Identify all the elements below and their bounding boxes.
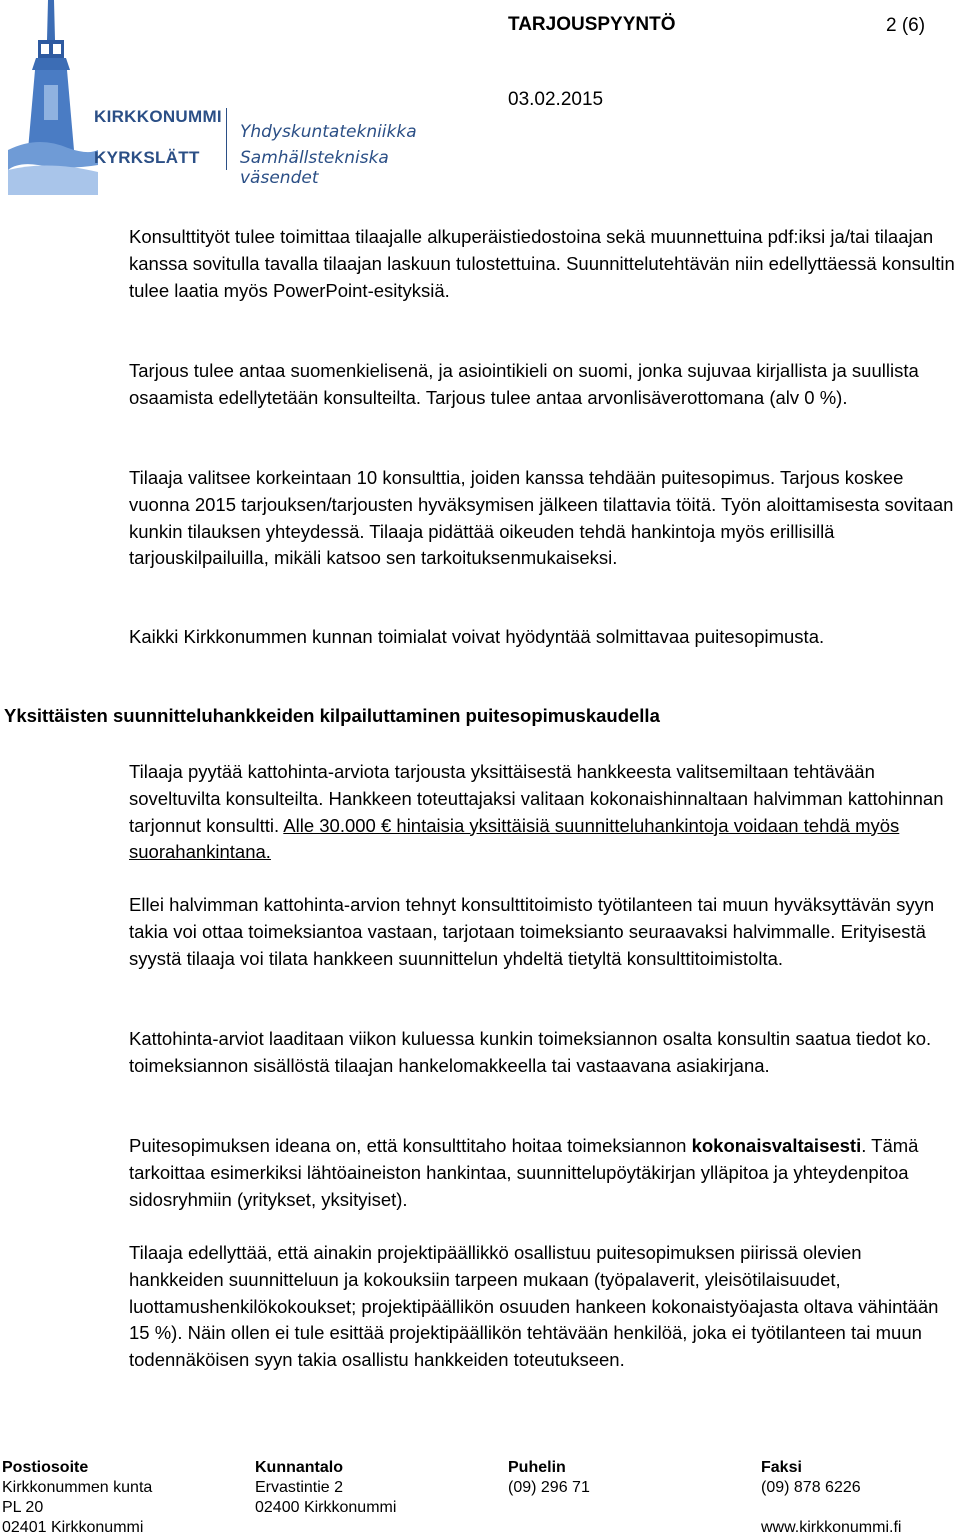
page-number: 2 (6) [886, 15, 926, 36]
paragraph-text: Tilaaja valitsee korkeintaan 10 konsulttia, joiden kanssa tehdään puitesopimus. Tarjous koskee vuonna 2015 tarjouksen/tarjousten hyväksymisen jälkeen tilattavia töitä. Työn aloittamisesta sovitaan kunkin tilauksen yhteydessä. Tilaaja pidättää oikeuden tehdä hankintoja myös erillisillä tarjouskilpailuilla, mikäli katsoo sen tarkoituksenmukaiseksi. [129, 467, 954, 569]
footer-website-link[interactable]: www.kirkkonummi.fi [761, 1519, 902, 1536]
footer-label: Faksi [761, 1459, 802, 1476]
bold-term: kokonaisvaltaisesti [691, 1135, 862, 1156]
department-name-finnish: Yhdyskuntatekniikka [240, 122, 417, 142]
paragraph-text: Ellei halvimman kattohinta-arvion tehnyt konsulttitoimisto työtilanteen tai muun hyväksyttävän syyn takia voi ottaa toimeksiantoa vastaan, tarjotaan toimeksianto seuraavaksi halvimmalle. Erityisestä syystä tilaaja voi tilata hankkeen suunnittelun yhdeltä tietyltä konsulttitoimistolta. [129, 894, 935, 969]
footer-value: PL 20 [2, 1499, 44, 1516]
footer-town-hall [255, 1458, 396, 1518]
paragraph-project-manager [129, 1240, 959, 1374]
footer-label: Puhelin [508, 1459, 566, 1476]
paragraph-price-estimate [129, 759, 959, 866]
paragraph-text: Kattohinta-arviot laaditaan viikon kuluessa kunkin toimeksiannon osalta konsultin saatua tiedot ko. toimeksiannon sisällöstä tilaajan hankelomakkeella tai vastaavana asiakirjana. [129, 1028, 932, 1076]
logo-divider [226, 108, 227, 170]
paragraph-fallback [129, 892, 959, 972]
municipality-logo [8, 0, 468, 195]
paragraph-language [129, 358, 959, 412]
footer-value: 02401 Kirkkonummi [2, 1519, 144, 1536]
paragraph-text: Tilaaja edellyttää, että ainakin projektipäällikkö osallistuu puitesopimuksen piirissä olevien hankkeiden suunnitteluun ja kokouksiin tarpeen mukaan (työpalaverit, yleisötilaisuudet, luottamushenkilökokoukset; projektipäällikön osuuden hankeen kokonaistyöajasta oltava vähintään 15 %). Näin ollen ei tule esittää projektipäällikön tehtävään henkilöä, joka ei työtilanteen tai muun todennäköisen syyn takia osallistu hankkeiden toteutukseen. [129, 1242, 939, 1371]
paragraph-idea [129, 1133, 959, 1213]
department-name-swedish: Samhällstekniska väsendet [240, 148, 389, 188]
footer-fax [761, 1458, 901, 1538]
paragraph-text: Tarjous tulee antaa suomenkielisenä, ja asiointikieli on suomi, jonka sujuvaa kirjallista ja suullista osaamista edellytetään konsulteilta. Tarjous tulee antaa arvonlisäverottomana (alv 0 %). [129, 360, 919, 408]
footer-value: 02400 Kirkkonummi [255, 1499, 397, 1516]
paragraph-text: Konsulttityöt tulee toimittaa tilaajalle alkuperäistiedostoina sekä muunnettuina pdf:iksi ja/tai tilaajan kanssa sovitulla tavalla tilaajan laskuun tulostettuina. Suunnittelutehtävän niin edellyttäessä konsultin tulee laatia myös PowerPoint-esityksiä. [129, 226, 955, 301]
footer-phone [508, 1458, 590, 1498]
footer-value: (09) 878 6226 [761, 1479, 861, 1496]
footer-label: Kunnantalo [255, 1459, 343, 1476]
paragraph-text: Tilaaja pyytää kattohinta-arviota tarjousta yksittäisestä hankkeesta valitsemiltaan tehtävään soveltuvilta konsulteilta. Hankkeen toteuttajaksi valitaan kokonaishinnaltaan halvimman kattohinnan tarjonnut konsultti. [129, 761, 944, 836]
paragraph-text: Kaikki Kirkkonummen kunnan toimialat voivat hyödyntää solmittavaa puitesopimusta. [129, 626, 825, 647]
paragraph-departments [129, 624, 959, 651]
footer-value: Ervastintie 2 [255, 1479, 344, 1496]
page-footer [0, 1458, 960, 1537]
paragraph-delivery-format [129, 224, 959, 304]
lighthouse-icon [8, 0, 98, 195]
footer-label: Postiosoite [2, 1459, 89, 1476]
footer-value: Kirkkonummen kunta [2, 1479, 153, 1496]
paragraph-selection [129, 465, 959, 572]
paragraph-timeline [129, 1026, 959, 1080]
logo-name-swedish: KYRKSLÄTT [94, 148, 200, 167]
footer-value: (09) 296 71 [508, 1479, 590, 1496]
section-heading: Yksittäisten suunnitteluhankkeiden kilpailuttaminen puitesopimuskaudella [4, 705, 660, 726]
document-title: TARJOUSPYYNTÖ [508, 14, 676, 35]
footer-postal-address [2, 1458, 152, 1538]
underlined-note: Alle 30.000 € hintaisia yksittäisiä suunnitteluhankintoja voidaan tehdä myös suorahankintana. [129, 814, 900, 863]
document-date: 03.02.2015 [508, 89, 604, 110]
paragraph-text: Puitesopimuksen ideana on, että konsulttitaho hoitaa toimeksiannon [129, 1135, 692, 1156]
paragraph-text: . Tämä tarkoittaa esimerkiksi lähtöaineiston hankintaa, suunnittelupöytäkirjan ylläpitoa ja yhteydenpitoa sidosryhmiin (yritykset, yksityiset). [129, 1135, 919, 1210]
logo-name-finnish: KIRKKONUMMI [94, 107, 222, 126]
